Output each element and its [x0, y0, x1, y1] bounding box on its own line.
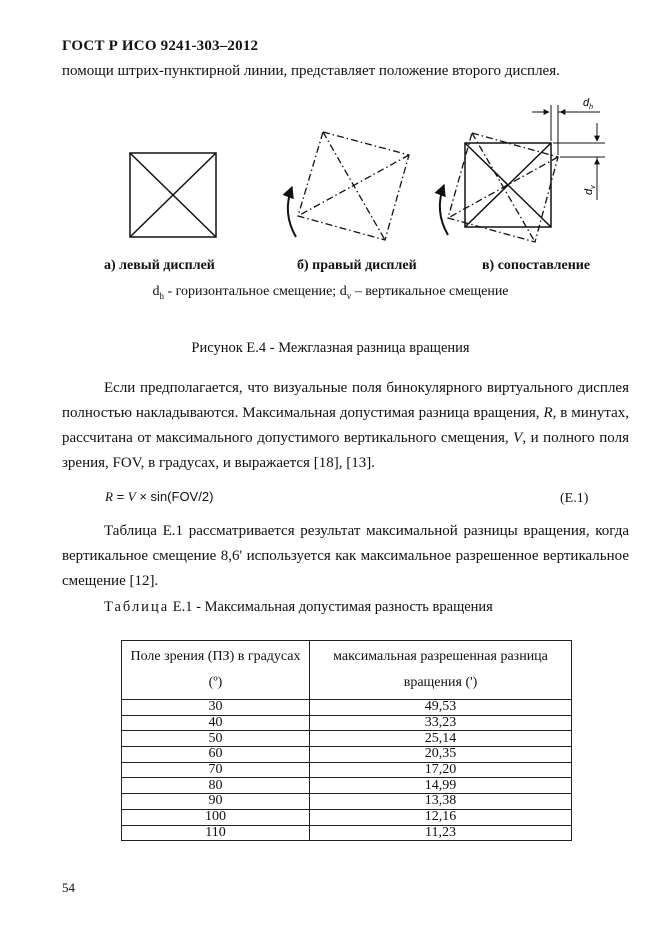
table-row [122, 731, 572, 747]
cell-fov: 100 [122, 809, 310, 825]
formula-e1: R = V × sin(FOV/2) [105, 489, 214, 504]
cell-fov: 70 [122, 762, 310, 778]
cell-fov: 80 [122, 778, 310, 794]
caption-comparison: в) сопоставление [482, 258, 591, 273]
cell-rotation: 11,23 [310, 825, 572, 841]
table-row [122, 700, 572, 716]
cell-fov: 50 [122, 731, 310, 747]
right-display-rotated-square [298, 132, 409, 240]
header-fov: Поле зрения (ПЗ) в градусах (º) [122, 641, 310, 700]
paragraph-1: Если предполагается, что визуальные поля бинокулярного виртуального дисплея полностью накладываются. Максимальная допустимая разница вращения, R, в минутах, рассчитана от максимального допустимого вертикального смещения, V, и полного поля зрения, FOV, в градусах, и выражается [18], [13]. [62, 380, 629, 471]
table-row [122, 762, 572, 778]
header-max-rotation: максимальная разрешенная разница вращения (') [310, 641, 572, 700]
page-number: 54 [62, 880, 75, 895]
cell-rotation: 33,23 [310, 715, 572, 731]
table-row [122, 715, 572, 731]
figure-title: Рисунок Е.4 - Межглазная разница вращения [191, 340, 470, 356]
cell-rotation: 13,38 [310, 794, 572, 810]
equation-number: (Е.1) [560, 491, 589, 506]
table-row [122, 809, 572, 825]
rotation-arrow-c [440, 185, 448, 235]
dh-label: $d_h$ [583, 97, 594, 111]
table-row [122, 778, 572, 794]
cell-fov: 110 [122, 825, 310, 841]
intro-line: помощи штрих-пунктирной линии, представляет положение второго дисплея. [62, 63, 560, 79]
rotation-table [121, 640, 572, 841]
cell-rotation: 49,53 [310, 700, 572, 716]
document-header: ГОСТ Р ИСО 9241-303–2012 [62, 38, 259, 54]
caption-right-display: б) правый дисплей [297, 258, 417, 273]
left-display-square [130, 153, 216, 237]
rotation-figure [0, 95, 661, 255]
table-title: Таблица Е.1 - Максимальная допустимая разность вращения [104, 599, 493, 615]
dh-dimension [532, 105, 600, 155]
table-row [122, 794, 572, 810]
caption-left-display: а) левый дисплей [104, 258, 215, 273]
cell-fov: 30 [122, 700, 310, 716]
cell-fov: 40 [122, 715, 310, 731]
table-row [122, 825, 572, 841]
cell-rotation: 12,16 [310, 809, 572, 825]
dv-dimension [553, 123, 605, 200]
cell-fov: 90 [122, 794, 310, 810]
cell-rotation: 20,35 [310, 747, 572, 763]
rotation-arrow-b [288, 187, 296, 237]
dv-label: $d_v$ [583, 185, 597, 195]
comparison-solid-square [465, 143, 551, 227]
paragraph-2: Таблица Е.1 рассматривается результат максимальной разницы вращения, когда вертикальное смещение 8,6' используется как максимальное разрешенное вертикальное смещение [12]. [62, 523, 629, 589]
table-row [122, 747, 572, 763]
cell-rotation: 25,14 [310, 731, 572, 747]
cell-fov: 60 [122, 747, 310, 763]
cell-rotation: 17,20 [310, 762, 572, 778]
cell-rotation: 14,99 [310, 778, 572, 794]
figure-legend: $d_h$ - горизонтальное смещение; $d_v$ – вертикальное смещение [152, 284, 509, 301]
table-header-row [122, 641, 572, 700]
